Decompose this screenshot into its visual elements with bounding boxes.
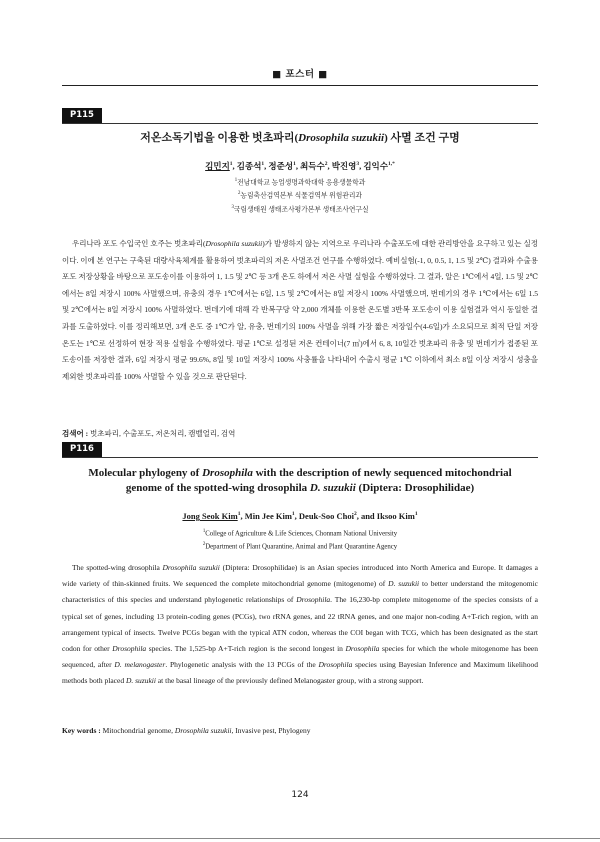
scientific-name: D. suzukii — [388, 579, 420, 589]
abstract-text: )가 발생하지 않는 지역으로 우리나라 수출포도에 대한 관리방안을 요구하고 있는 실정이다. 이에 본 연구는 구축된 대량사육체계를 활용하여 벗초파리의 저온 사멸조건 연구를 수행하였다. 예비실험(-1, 0, 0.5, 1, 1.5 및 2℃) 결과와 수출용 포도 저장상황을 바탕으로 포도송이를 이용하여 1, 1.5 및 2℃ 등 3개 온도 하에서 저온 사멸 실험을 수행하였다. 그 결과, 알은 1℃에서 4일, 1.5 및 2℃에서는 8일 저장시 100% 사멸했으며, 유충의 경우 1℃에서는 6일, 1.5 및 2℃에서는 8일 저장시 100% 사멸했으며, 번데기의 경우 1℃에서는 6일 1.5 및 2℃에서는 8일 저장시 100% 사멸하였다. 번데기에 대해 각 반복구당 약 2,000 개체를 이용한 온도별 3반복 포도송이 이용 실험결과 역시 동일한 결과를 도출하였다. 이를 정리해보면, 3개 온도 중 1℃가 알, 유충, 번데기의 100% 사멸을 위해 가장 짧은 저장일수(4-6일)가 소요되므로 최적 단일 저장 온도는 1℃로 선정하여 현장 적용 실험을 수행하였다. 평균 1℃로 설정된 저온 컨테이너(7 ㎥)에서 6, 8, 10일간 벗초파리 유충 및 번데기가 접종된 포도송이를 저장한 결과, 6일 저장시 평균 99.6%, 8일 및 10일 저장시 100% 사충률을 나타내어 수출시 평균 1℃ 이하에서 최소 8일 이상 저장시 성충을 제외한 벗초파리를 100% 사멸할 수 있을 것으로 판단된다. — [62, 239, 538, 381]
author-list-p116: Jong Seok Kim$^1$, Min Jee Kim$^1$, Deuk-Soo Choi$^2$, and Iksoo Kim$^1$ — [182, 511, 418, 521]
affiliation-mark: 2 — [238, 191, 241, 197]
author-name: 김익수 — [363, 161, 388, 171]
author — [299, 511, 357, 521]
title-text: 저온소독기법을 이용한 벗초파리( — [140, 132, 299, 144]
abstract-p116 — [62, 560, 538, 690]
abstract-text: . The 16,230-bp complete mitogenome of the species consists of a typical set of genes, including 13 protein-coding genes (PCGs), two rRNA genes, and 22 tRNA genes, and one major non-coding A+T-rich region, with an arrangement typical of insects. Twelve PCGs began with the typical ATN codon, whereas the COI began with TCG, which has been designated as the start codon for other — [62, 595, 538, 654]
affiliation-mark: 2 — [202, 542, 206, 548]
author — [363, 161, 395, 171]
abstract-p115 — [62, 236, 538, 385]
abstract-text: at the basal lineage of the previously defined Melanogaster group, with a strong support. — [155, 676, 424, 686]
title-text: Molecular phylogeny of — [88, 467, 203, 479]
title-text: (Diptera: Drosophilidae) — [355, 482, 475, 494]
author-affiliation-mark: 1 — [293, 161, 296, 168]
scientific-name: D. suzukii — [125, 676, 156, 686]
author — [237, 161, 264, 171]
keywords-p116 — [62, 726, 538, 735]
author-affiliation-mark: 2 — [324, 161, 328, 168]
poster-title-p116 — [62, 466, 538, 496]
author-affiliation-mark: 1 — [229, 161, 233, 168]
author-name: 김민지 — [205, 161, 230, 171]
poster-title-p115 — [62, 131, 538, 146]
section-header: ■ 포스터 ■ — [272, 69, 328, 80]
keywords-p115 — [62, 428, 538, 439]
author-list-p115: 김민지$^1$, 김종석$^1$, 정준성$^1$, 최득수$^2$, 박진영$^3$, 김익수$^{1,*}$ — [205, 161, 395, 171]
affiliation-line — [62, 539, 538, 552]
author-name: 정준성 — [268, 161, 294, 171]
author-affiliation-mark: 1 — [291, 511, 295, 518]
title-text: ) 사멸 조건 구명 — [384, 132, 460, 144]
author-name: Deuk-Soo Choi — [298, 511, 354, 521]
author — [268, 161, 295, 171]
author-name: 김종석 — [236, 161, 262, 171]
author-affiliation-mark: 1 — [261, 161, 265, 168]
affiliation-line — [62, 202, 538, 215]
affiliations-p115 — [62, 175, 538, 215]
abstract-text: species for which the whole mitogenome has been sequenced, after — [62, 644, 539, 670]
author — [377, 511, 418, 521]
title-scientific-name: Drosophila — [202, 467, 253, 479]
scientific-name: Drosophila — [345, 644, 380, 654]
keywords-value: 벗초파리, 수출포도, 저온처리, 캠벨얼리, 검역 — [89, 429, 236, 438]
abstract-text: to better understand the mitogenomic characteristics of this species and understand phylogenetic relationships of — [62, 579, 539, 605]
author-affiliation-mark: 3 — [356, 161, 360, 168]
author-affiliation-mark: 1 — [237, 511, 241, 518]
abstract-text: (Diptera: Drosophilidae) is an Asian species introduced into North America and Europe. It damages a wide variety of thin-skinned fruits. We sequenced the complete mitochondrial genome (mitogenome) of — [62, 563, 538, 589]
abstract-text: The spotted-wing drosophila — [72, 563, 163, 572]
scientific-name: Drosophila suzukii — [162, 563, 220, 572]
abstract-text: species using Bayesian Inference and Maximum likelihood methods both placed — [62, 660, 538, 686]
affiliation-text: Department of Plant Quarantine, Animal and Plant Quarantine Agency — [205, 543, 398, 551]
poster-divider-p116 — [62, 457, 538, 458]
title-scientific-name: D. suzukii — [309, 482, 356, 494]
affiliation-mark: 3 — [231, 204, 234, 210]
title-text: genome of the spotted-wing drosophila — [125, 482, 310, 494]
author-name: Iksoo Kim — [376, 511, 415, 521]
keywords-value-italic: Drosophila suzukii, — [174, 726, 234, 735]
keywords-label: Key words : — [62, 726, 103, 735]
affiliation-text: 농림축산검역본부 식물검역부 위험관리과 — [240, 192, 362, 200]
affiliation-text: 전남대학교 농업생명과학대학 응용생물학과 — [237, 179, 366, 187]
author-name: Jong Seok Kim — [182, 511, 238, 521]
author-name: 박진영 — [331, 161, 357, 171]
page-number: 124 — [291, 790, 309, 800]
affiliation-line — [62, 188, 538, 201]
title-line-1 — [62, 466, 538, 481]
header-divider — [62, 85, 538, 86]
keywords-value: Invasive pest, Phylogeny — [233, 726, 311, 735]
author — [245, 511, 295, 521]
title-scientific-name: Drosophila suzukii — [298, 132, 385, 144]
affiliation-mark: 1 — [234, 178, 238, 183]
affiliation-line — [62, 175, 538, 188]
keywords-label: 검색어 : — [62, 429, 90, 438]
scientific-name: Drosophila — [296, 595, 331, 605]
scientific-name: Drosophila suzukii — [205, 239, 263, 248]
poster-divider-p115 — [62, 123, 538, 124]
scientific-name: D. melanogaster — [114, 660, 166, 670]
affiliations-p116 — [62, 526, 538, 553]
author — [182, 511, 240, 521]
title-line-2 — [62, 481, 538, 496]
affiliation-text: College of Agriculture & Life Sciences, Chonnam National University — [205, 530, 398, 538]
scientific-name: Drosophila — [318, 660, 353, 670]
scientific-name: Drosophila — [112, 644, 147, 654]
abstract-text: 우리나라 포도 수입국인 호주는 벗초파리( — [72, 239, 206, 248]
author — [205, 161, 232, 171]
affiliation-text: 국립생태원 생태조사평가본부 생태조사연구실 — [233, 205, 369, 213]
poster-tag-p115: P115 — [62, 108, 102, 123]
poster-tag-p116: P116 — [62, 442, 102, 457]
abstract-text: species. The 1,525-bp A+T-rich region is the second longest in — [146, 644, 346, 654]
title-text: with the description of newly sequenced mitochondrial — [252, 467, 512, 479]
author — [332, 161, 359, 171]
affiliation-mark: 1 — [202, 529, 206, 534]
author-affiliation-mark: 1 — [414, 511, 418, 518]
author-affiliation-mark: 1,* — [387, 161, 395, 168]
author-name: 최득수 — [300, 161, 325, 171]
author-affiliation-mark: 2 — [353, 511, 357, 518]
affiliation-line — [62, 526, 538, 539]
keywords-value: Mitochondrial genome, — [102, 726, 175, 735]
footer-divider — [0, 838, 600, 839]
abstract-text: . Phylogenetic analysis with the 13 PCGs of the — [165, 660, 319, 670]
author-name: Min Jee Kim — [244, 511, 292, 521]
author — [300, 161, 327, 171]
